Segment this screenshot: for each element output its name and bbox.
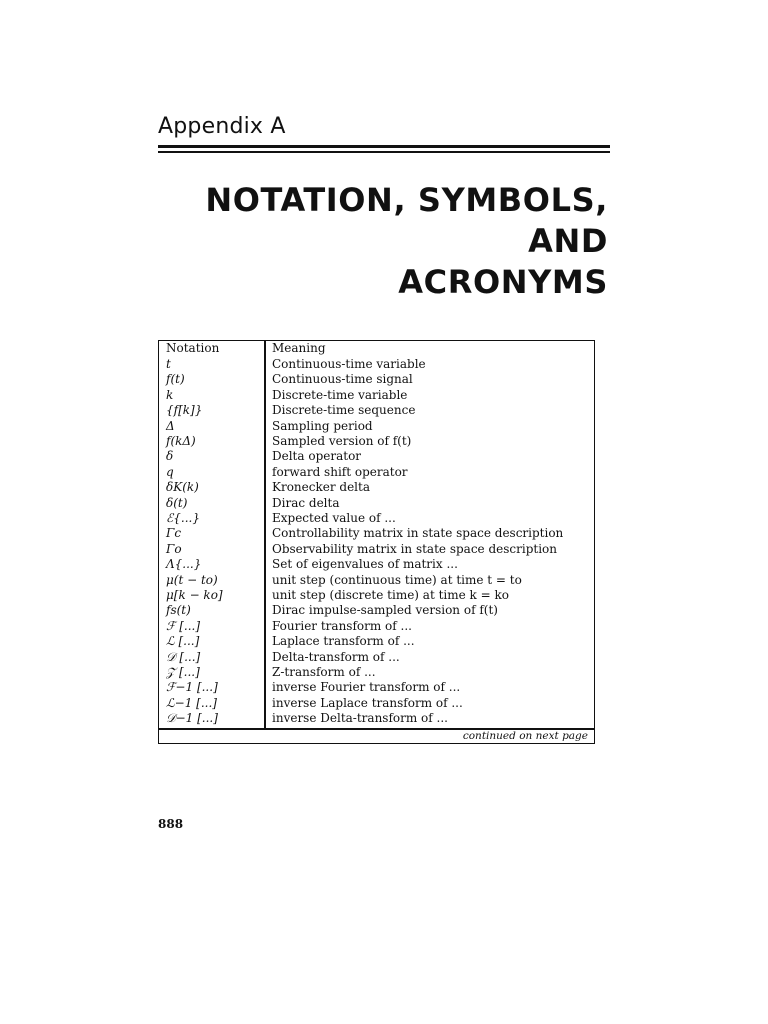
meaning-cell: Laplace transform of ... bbox=[272, 634, 415, 649]
notation-cell: δ(t) bbox=[166, 495, 188, 510]
meaning-cell: inverse Laplace transform of ... bbox=[272, 695, 463, 710]
table-row bbox=[159, 403, 594, 418]
notation-cell: ℱ [...] bbox=[166, 618, 201, 633]
table-row bbox=[159, 526, 594, 541]
page-number: 888 bbox=[158, 817, 184, 831]
meaning-cell: inverse Delta-transform of ... bbox=[272, 711, 448, 726]
table-row bbox=[159, 388, 594, 403]
notation-cell: q bbox=[166, 464, 174, 479]
table-row bbox=[159, 480, 594, 495]
notation-cell: ℒ [...] bbox=[166, 634, 200, 649]
notation-cell: fs(t) bbox=[166, 603, 191, 618]
meaning-cell: Fourier transform of ... bbox=[272, 618, 412, 633]
notation-cell: Δ bbox=[166, 418, 175, 433]
header-rule-thick bbox=[158, 145, 610, 148]
meaning-cell: Z-transform of ... bbox=[272, 664, 376, 679]
notation-cell: 𝒵 [...] bbox=[166, 664, 200, 679]
meaning-cell: Set of eigenvalues of matrix ... bbox=[272, 557, 458, 572]
table-header-row bbox=[159, 341, 594, 356]
chapter-title-line-1: NOTATION, SYMBOLS, AND bbox=[205, 181, 608, 260]
notation-cell: ℱ−1 [...] bbox=[166, 680, 218, 695]
table-row bbox=[159, 557, 594, 572]
meaning-cell: Controllability matrix in state space description bbox=[272, 526, 564, 541]
notation-cell: t bbox=[166, 356, 171, 371]
table-row bbox=[159, 511, 594, 526]
table-row bbox=[159, 665, 594, 680]
notation-cell: μ(t − to) bbox=[166, 572, 218, 587]
notation-cell: Λ{...} bbox=[166, 557, 202, 572]
meaning-cell: Kronecker delta bbox=[272, 480, 370, 495]
meaning-cell: Delta-transform of ... bbox=[272, 649, 400, 664]
meaning-cell: Discrete-time sequence bbox=[272, 403, 416, 418]
meaning-cell: Sampled version of f(t) bbox=[272, 433, 412, 448]
notation-cell: {f[k]} bbox=[166, 403, 203, 418]
meaning-cell: Expected value of ... bbox=[272, 510, 396, 525]
chapter-title-line-2: ACRONYMS bbox=[398, 263, 608, 301]
notation-cell: μ[k − ko] bbox=[166, 587, 223, 602]
meaning-cell: Delta operator bbox=[272, 449, 362, 464]
column-header-meaning: Meaning bbox=[272, 341, 326, 355]
table-row bbox=[159, 573, 594, 588]
meaning-cell: Dirac impulse-sampled version of f(t) bbox=[272, 603, 498, 618]
table-row bbox=[159, 357, 594, 372]
table-row bbox=[159, 496, 594, 511]
meaning-cell: Continuous-time variable bbox=[272, 356, 426, 371]
table-row bbox=[159, 696, 594, 711]
notation-cell: Γc bbox=[166, 526, 182, 541]
meaning-cell: Observability matrix in state space description bbox=[272, 541, 557, 556]
meaning-cell: unit step (continuous time) at time t = to bbox=[272, 572, 522, 587]
column-header-notation: Notation bbox=[166, 341, 220, 355]
table-row bbox=[159, 542, 594, 557]
table-row bbox=[159, 680, 594, 695]
table-row bbox=[159, 419, 594, 434]
notation-table bbox=[158, 340, 595, 744]
meaning-cell: forward shift operator bbox=[272, 464, 408, 479]
table-row bbox=[159, 372, 594, 387]
table-row bbox=[159, 634, 594, 649]
appendix-label: Appendix A bbox=[158, 114, 286, 139]
meaning-cell: Dirac delta bbox=[272, 495, 340, 510]
table-row bbox=[159, 465, 594, 480]
header-rule-thin bbox=[158, 151, 610, 153]
table-row bbox=[159, 434, 594, 449]
table-row bbox=[159, 711, 594, 726]
meaning-cell: Continuous-time signal bbox=[272, 372, 413, 387]
notation-cell: 𝒟 [...] bbox=[166, 649, 201, 664]
table-row bbox=[159, 650, 594, 665]
meaning-cell: unit step (discrete time) at time k = ko bbox=[272, 587, 509, 602]
table-row bbox=[159, 449, 594, 464]
notation-cell: Γo bbox=[166, 541, 182, 556]
chapter-title bbox=[158, 180, 608, 303]
notation-cell: k bbox=[166, 387, 174, 402]
table-row bbox=[159, 619, 594, 634]
notation-cell: δK(k) bbox=[166, 480, 199, 495]
notation-cell: f(kΔ) bbox=[166, 433, 196, 448]
notation-cell: 𝒟−1 [...] bbox=[166, 711, 218, 726]
table-row bbox=[159, 588, 594, 603]
continued-note: continued on next page bbox=[462, 730, 588, 742]
meaning-cell: inverse Fourier transform of ... bbox=[272, 680, 461, 695]
notation-cell: f(t) bbox=[166, 372, 185, 387]
notation-cell: ℒ−1 [...] bbox=[166, 695, 217, 710]
meaning-cell: Sampling period bbox=[272, 418, 373, 433]
meaning-cell: Discrete-time variable bbox=[272, 387, 408, 402]
notation-cell: ℰ{...} bbox=[166, 510, 200, 525]
notation-cell: δ bbox=[166, 449, 174, 464]
table-row bbox=[159, 603, 594, 618]
